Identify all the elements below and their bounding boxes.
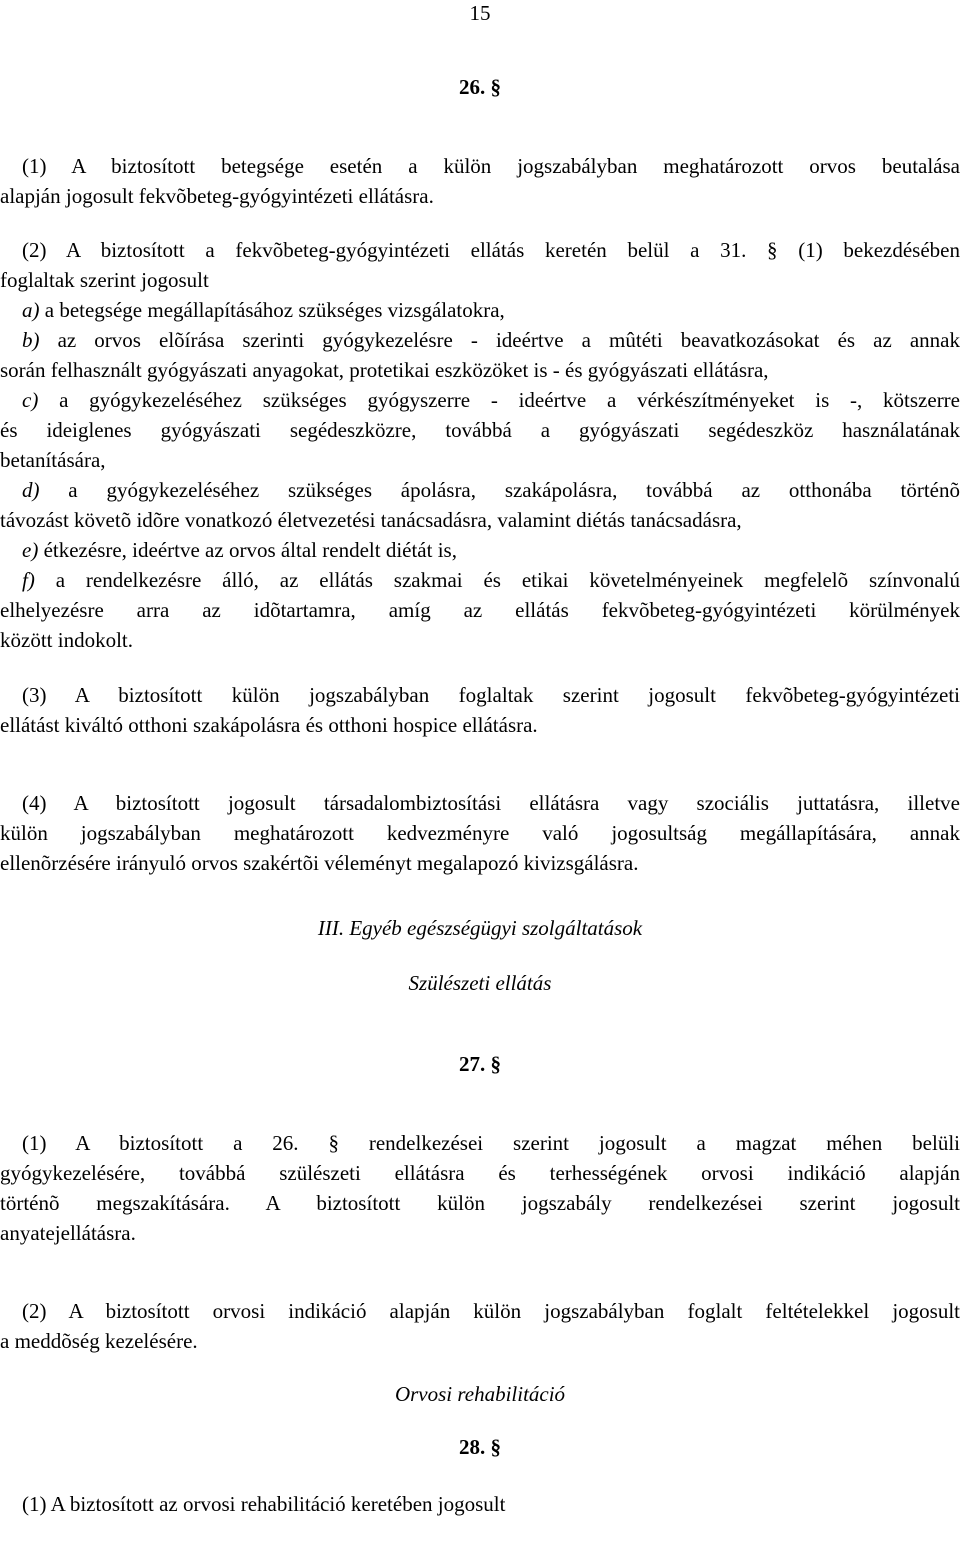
- paragraph-line: (3) A biztosított külön jogszabályban foglaltak szerint jogosult fekvõbeteg-gyógyintézeti: [22, 683, 960, 707]
- section-sign: §: [490, 1435, 501, 1459]
- subtitle-birth-care: [0, 968, 960, 998]
- list-item-f: [0, 565, 960, 595]
- item-marker: c): [22, 388, 39, 412]
- list-item-c: [0, 385, 960, 415]
- paragraph-line: ellenõrzésére irányuló orvos szakértõi véleményt megalapozó kivizsgálásra.: [0, 851, 639, 875]
- paragraph-line: (1) A biztosított betegsége esetén a külön jogszabályban meghatározott orvos beutalása: [22, 154, 960, 178]
- list-item-d: [0, 475, 960, 505]
- chapter-title-text: III. Egyéb egészségügyi szolgáltatások: [317, 916, 643, 940]
- section-number: 28.: [459, 1435, 486, 1459]
- paragraph-line: (4) A biztosított jogosult társadalombiztosítási ellátásra vagy szociális juttatásra, illetve: [22, 791, 960, 815]
- paragraph-line: között indokolt.: [0, 628, 133, 652]
- section-26-heading: [0, 72, 960, 102]
- paragraph-line: betanítására,: [0, 448, 106, 472]
- item-marker: f): [22, 568, 35, 592]
- section-28-heading: [0, 1432, 960, 1462]
- item-marker: a): [22, 298, 40, 322]
- list-item-a: [0, 295, 960, 325]
- item-marker: b): [22, 328, 40, 352]
- paragraph-line: történõ megszakítására. A biztosított külön jogszabály rendelkezései szerint jogosult: [0, 1191, 960, 1215]
- section-number: 26.: [459, 75, 486, 99]
- paragraph-line: során felhasznált gyógyászati anyagokat, protetikai eszközöket is - és gyógyászati ellátásra,: [0, 358, 769, 382]
- item-marker: e): [22, 538, 39, 562]
- item-marker: d): [22, 478, 40, 502]
- paragraph-line: (2) A biztosított a fekvõbeteg-gyógyintézeti ellátás keretén belül a 31. § (1) bekezdésében: [22, 238, 960, 262]
- paragraph-line: és ideiglenes gyógyászati segédeszközre, továbbá a gyógyászati segédeszköz használatának: [0, 418, 960, 442]
- paragraph-line: (1) A biztosított az orvosi rehabilitáció keretében jogosult: [22, 1492, 506, 1516]
- page-number: 15: [469, 1, 491, 25]
- paragraph-line: elhelyezésre arra az idõtartamra, amíg az ellátás fekvõbeteg-gyógyintézeti körülmények: [0, 598, 960, 622]
- item-text: a rendelkezésre álló, az ellátás szakmai és etikai követelményeinek megfelelõ színvonalú: [34, 568, 960, 592]
- item-text: a gyógykezeléséhez szükséges gyógyszerre - ideértve a vérkészítményeket is -, kötszerre: [38, 388, 960, 412]
- item-text: a betegsége megállapításához szükséges vizsgálatokra,: [39, 298, 505, 322]
- subtitle-text: Szülészeti ellátás: [408, 971, 552, 995]
- chapter-title: [0, 913, 960, 943]
- section-number: 27.: [459, 1052, 486, 1076]
- section-27-heading: [0, 1049, 960, 1079]
- item-text: étkezésre, ideértve az orvos által rendelt diétát is,: [38, 538, 457, 562]
- paragraph-line: foglaltak szerint jogosult: [0, 268, 209, 292]
- paragraph-line: távozást követõ idõre vonatkozó életvezetési tanácsadásra, valamint diétás tanácsadásra,: [0, 508, 742, 532]
- section-sign: §: [490, 1052, 501, 1076]
- subtitle-text: Orvosi rehabilitáció: [394, 1382, 566, 1406]
- paragraph-line: anyatejellátásra.: [0, 1221, 136, 1245]
- subtitle-rehab: [0, 1379, 960, 1409]
- section-sign: §: [490, 75, 501, 99]
- list-item-e: [0, 535, 960, 565]
- paragraph-line: (2) A biztosított orvosi indikáció alapján külön jogszabályban foglalt feltételekkel jogosult: [22, 1299, 960, 1323]
- item-text: az orvos elõírása szerinti gyógykezelésre - ideértve a mûtéti beavatkozásokat és az annak: [39, 328, 960, 352]
- list-item-b: [0, 325, 960, 355]
- paragraph-line: gyógykezelésére, továbbá szülészeti ellátásra és terhességének orvosi indikáció alapján: [0, 1161, 960, 1185]
- paragraph-line: alapján jogosult fekvõbeteg-gyógyintézeti ellátásra.: [0, 184, 434, 208]
- paragraph-line: ellátást kiváltó otthoni szakápolásra és otthoni hospice ellátásra.: [0, 713, 538, 737]
- paragraph-line: külön jogszabályban meghatározott kedvezményre való jogosultság megállapítására, annak: [0, 821, 960, 845]
- paragraph-line: a meddõség kezelésére.: [0, 1329, 198, 1353]
- item-text: a gyógykezeléséhez szükséges ápolásra, szakápolásra, továbbá az otthonába történõ: [39, 478, 960, 502]
- paragraph-line: (1) A biztosított a 26. § rendelkezései szerint jogosult a magzat méhen belüli: [22, 1131, 960, 1155]
